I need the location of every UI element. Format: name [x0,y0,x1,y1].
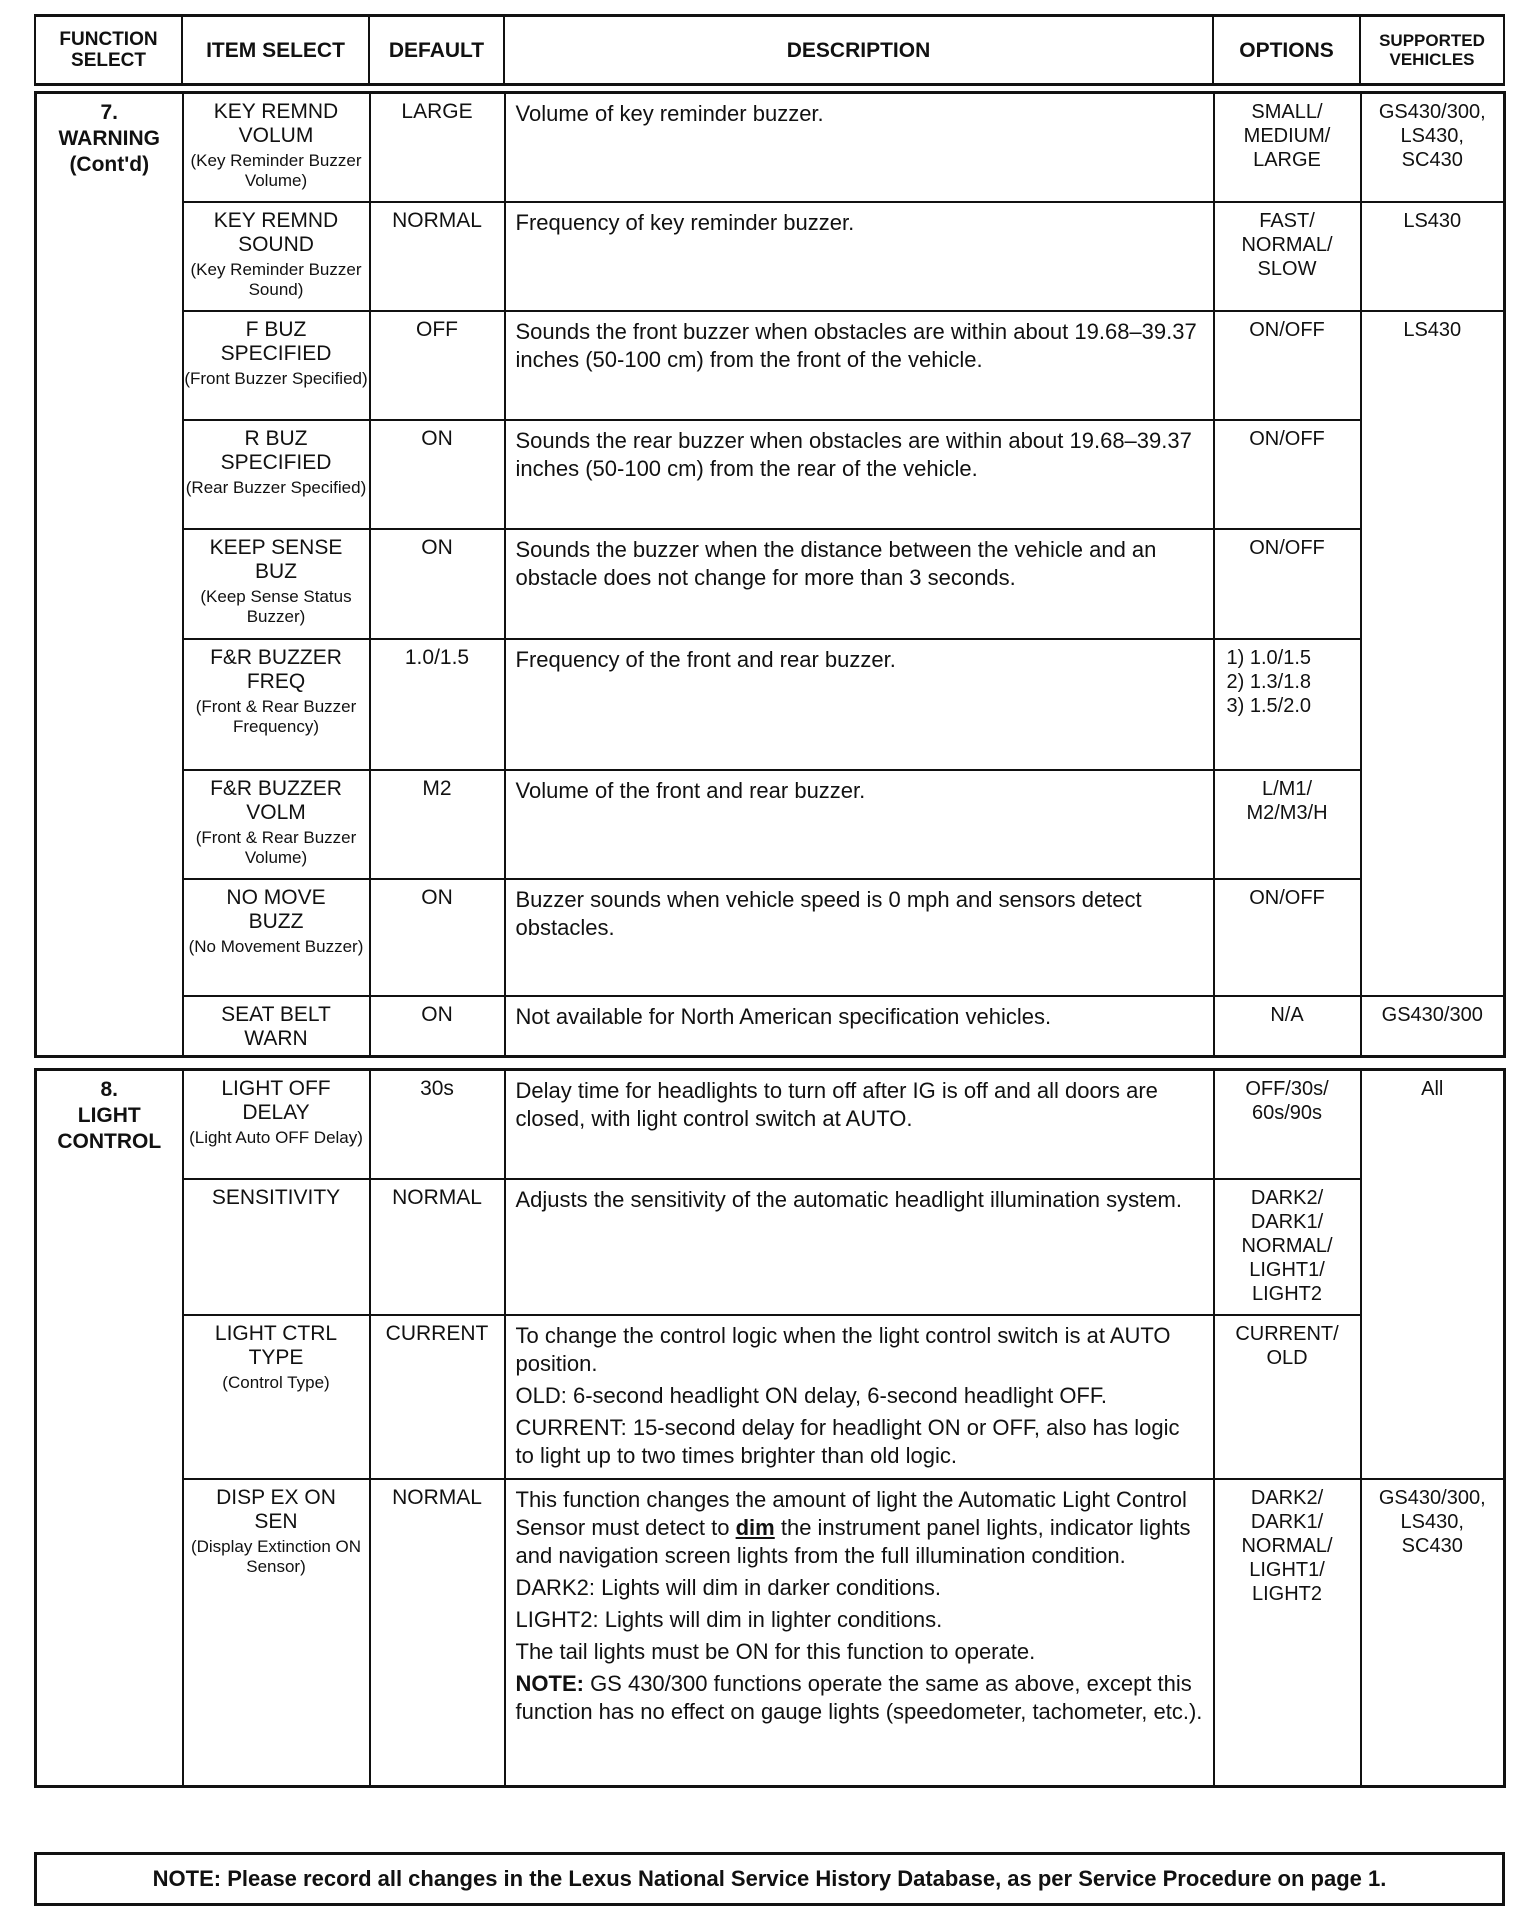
options: SMALL/ MEDIUM/ LARGE [1214,93,1361,202]
table-row [36,1179,1505,1315]
options: CURRENT/ OLD [1214,1315,1361,1479]
description: This function changes the amount of light the Automatic Light Control Sensor must detect to dim the instrument panel lights, indicator lights and navigation screen lights from the full illumination condition. DARK2: Lights will dim in darker conditions. LIGHT2: Lights will dim in lighter conditions. The tail lights must be ON for this function to operate. NOTE: GS 430/300 functions operate the same as above, except this function has no effect on gauge lights (speedometer, tachometer, etc.). [505,1479,1214,1787]
table-row [36,879,1505,996]
options: ON/OFF [1214,311,1361,420]
description: Sounds the buzzer when the distance between the vehicle and an obstacle does not change for more than 3 seconds. [505,529,1214,639]
default-value: ON [370,420,505,529]
table-row [36,1479,1505,1787]
item-r-buz-specified: R BUZ SPECIFIED (Rear Buzzer Specified) [183,420,370,529]
header-supported-vehicles: SUPPORTED VEHICLES [1360,16,1504,85]
description: Adjusts the sensitivity of the automatic headlight illumination system. [505,1179,1214,1315]
section-light-control-table [34,1068,1506,1788]
default-value: 30s [370,1070,505,1179]
default-value: OFF [370,311,505,420]
item-seat-belt-warn: SEAT BELT WARN [183,996,370,1057]
header-item-select: ITEM SELECT [182,16,369,85]
item-disp-ex-on-sen: DISP EX ON SEN (Display Extinction ON Sensor) [183,1479,370,1787]
table-row [36,1315,1505,1479]
default-value: 1.0/1.5 [370,639,505,770]
options: FAST/ NORMAL/ SLOW [1214,202,1361,311]
description: Volume of the front and rear buzzer. [505,770,1214,879]
options: DARK2/ DARK1/ NORMAL/ LIGHT1/ LIGHT2 [1214,1479,1361,1787]
table-row [36,311,1505,420]
options: OFF/30s/ 60s/90s [1214,1070,1361,1179]
table-row [36,996,1505,1057]
item-fr-buzzer-volm: F&R BUZZER VOLM (Front & Rear Buzzer Volume) [183,770,370,879]
default-value: NORMAL [370,202,505,311]
table-header [34,14,1505,86]
header-function-select: FUNCTION SELECT [35,16,182,85]
description: Delay time for headlights to turn off after IG is off and all doors are closed, with light control switch at AUTO. [505,1070,1214,1179]
header-options: OPTIONS [1213,16,1360,85]
description: Buzzer sounds when vehicle speed is 0 mph and sensors detect obstacles. [505,879,1214,996]
options: ON/OFF [1214,529,1361,639]
item-sensitivity: SENSITIVITY [183,1179,370,1315]
item-fr-buzzer-freq: F&R BUZZER FREQ (Front & Rear Buzzer Frequency) [183,639,370,770]
description: Sounds the front buzzer when obstacles are within about 19.68–39.37 inches (50-100 cm) from the front of the vehicle. [505,311,1214,420]
table-row [36,770,1505,879]
options: ON/OFF [1214,879,1361,996]
description: To change the control logic when the light control switch is at AUTO position. OLD: 6-second headlight ON delay, 6-second headlight OFF. CURRENT: 15-second delay for headlight ON or OFF, also has logic to light up to two times brighter than old logic. [505,1315,1214,1479]
default-value: ON [370,529,505,639]
item-light-off-delay: LIGHT OFF DELAY (Light Auto OFF Delay) [183,1070,370,1179]
item-keep-sense-buz: KEEP SENSE BUZ (Keep Sense Status Buzzer) [183,529,370,639]
description: Frequency of the front and rear buzzer. [505,639,1214,770]
options: N/A [1214,996,1361,1057]
table-row [36,1070,1505,1179]
options: L/M1/ M2/M3/H [1214,770,1361,879]
footer-note: NOTE: Please record all changes in the Lexus National Service History Database, as per Service Procedure on page 1. [34,1852,1505,1906]
options: ON/OFF [1214,420,1361,529]
item-f-buz-specified: F BUZ SPECIFIED (Front Buzzer Specified) [183,311,370,420]
supported-vehicles: GS430/300, LS430, SC430 [1361,93,1505,202]
description: Volume of key reminder buzzer. [505,93,1214,202]
default-value: NORMAL [370,1179,505,1315]
description: Frequency of key reminder buzzer. [505,202,1214,311]
supported-vehicles: GS430/300 [1361,996,1505,1057]
default-value: ON [370,996,505,1057]
table-row [36,529,1505,639]
note-label: NOTE: [515,1670,584,1696]
item-key-remnd-volum: KEY REMND VOLUM (Key Reminder Buzzer Volume) [183,93,370,202]
function-select-light-control: 8. LIGHT CONTROL [36,1070,183,1787]
supported-vehicles: GS430/300, LS430, SC430 [1361,1479,1505,1787]
default-value: LARGE [370,93,505,202]
table-row [36,420,1505,529]
supported-vehicles: LS430 [1361,202,1505,311]
supported-vehicles: LS430 [1361,311,1505,996]
item-no-move-buzz: NO MOVE BUZZ (No Movement Buzzer) [183,879,370,996]
table-row [36,93,1505,202]
options: 1) 1.0/1.5 2) 1.3/1.8 3) 1.5/2.0 [1214,639,1361,770]
section-warning-table [34,91,1506,1058]
dim-emphasis: dim [735,1514,775,1540]
default-value: ON [370,879,505,996]
item-light-ctrl-type: LIGHT CTRL TYPE (Control Type) [183,1315,370,1479]
default-value: CURRENT [370,1315,505,1479]
supported-vehicles: All [1361,1070,1505,1479]
item-key-remnd-sound: KEY REMND SOUND (Key Reminder Buzzer Sound) [183,202,370,311]
table-row [36,202,1505,311]
table-row [36,639,1505,770]
options: DARK2/ DARK1/ NORMAL/ LIGHT1/ LIGHT2 [1214,1179,1361,1315]
default-value: M2 [370,770,505,879]
header-default: DEFAULT [369,16,504,85]
function-select-warning: 7. WARNING (Cont'd) [36,93,183,1057]
header-description: DESCRIPTION [504,16,1213,85]
description: Sounds the rear buzzer when obstacles are within about 19.68–39.37 inches (50-100 cm) from the rear of the vehicle. [505,420,1214,529]
default-value: NORMAL [370,1479,505,1787]
description: Not available for North American specification vehicles. [505,996,1214,1057]
